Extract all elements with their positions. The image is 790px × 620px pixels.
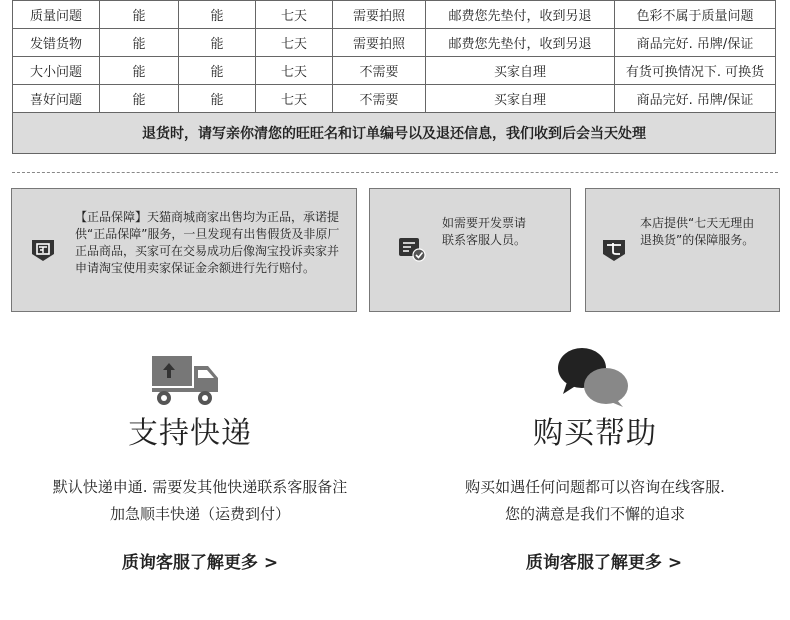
seven-day-return-box xyxy=(585,188,780,312)
help-title: 购买帮助 xyxy=(533,416,657,451)
delivery-desc-line: 加急顺丰快递（运费到付） xyxy=(109,505,290,523)
table-cell: 喜好问题 xyxy=(13,85,100,113)
table-cell: 能 xyxy=(100,1,179,29)
table-note-row xyxy=(13,113,776,154)
guarantee-text: 【正品保障】天猫商城商家出售均为正品，承诺提供“正品保障”服务，一旦发现有出售假货及非原厂正品商品，买家可在交易成功后像淘宝投诉卖家并申请淘宝使用卖家保证金余额进行先行赔付。 xyxy=(75,210,340,275)
table-row xyxy=(13,1,776,29)
table-cell: 质量问题 xyxy=(13,1,100,29)
table-row xyxy=(13,29,776,57)
table-cell: 买家自理 xyxy=(426,85,615,113)
delivery-more-link[interactable]: 质询客服了解更多 > xyxy=(121,553,279,573)
invoice-icon xyxy=(397,234,427,264)
table-cell: 不需要 xyxy=(333,85,426,113)
table-cell: 不需要 xyxy=(333,57,426,85)
delivery-truck-icon xyxy=(150,354,222,406)
table-cell: 能 xyxy=(179,85,256,113)
guarantee-text: 如需要开发票请联系客服人员。 xyxy=(442,216,527,247)
table-cell: 能 xyxy=(100,29,179,57)
delivery-desc-line: 默认快递申通. 需要发其他快递联系客服备注 xyxy=(52,478,348,496)
table-cell: 七天 xyxy=(256,57,333,85)
table-cell: 七天 xyxy=(256,1,333,29)
table-cell: 需要拍照 xyxy=(333,29,426,57)
help-more-link[interactable]: 质询客服了解更多 > xyxy=(525,553,683,573)
invoice-box xyxy=(369,188,571,312)
table-cell: 需要拍照 xyxy=(333,1,426,29)
table-cell: 能 xyxy=(179,57,256,85)
guarantee-text: 本店提供“七天无理由退换货”的保障服务。 xyxy=(640,216,755,247)
table-cell: 能 xyxy=(179,1,256,29)
help-desc-line: 购买如遇任何问题都可以咨询在线客服. xyxy=(465,478,725,496)
genuine-badge-icon xyxy=(30,237,56,263)
table-cell: 色彩不属于质量问题 xyxy=(615,1,776,29)
table-row xyxy=(13,85,776,113)
help-desc-line: 您的满意是我们不懈的追求 xyxy=(504,505,685,523)
delivery-description xyxy=(20,474,380,528)
table-cell: 买家自理 xyxy=(426,57,615,85)
return-policy-table xyxy=(12,0,776,154)
table-cell: 七天 xyxy=(256,85,333,113)
table-cell: 商品完好. 吊牌/保证 xyxy=(615,85,776,113)
table-cell: 发错货物 xyxy=(13,29,100,57)
table-cell: 邮费您先垫付，收到另退 xyxy=(426,29,615,57)
table-cell: 能 xyxy=(100,85,179,113)
table-cell: 七天 xyxy=(256,29,333,57)
help-description xyxy=(415,474,775,528)
genuine-guarantee-box xyxy=(11,188,357,312)
table-cell: 能 xyxy=(100,57,179,85)
table-cell: 邮费您先垫付，收到另退 xyxy=(426,1,615,29)
seven-day-return-icon xyxy=(601,237,627,263)
delivery-title: 支持快递 xyxy=(128,416,252,451)
table-cell: 有货可换情况下. 可换货 xyxy=(615,57,776,85)
chat-bubbles-icon xyxy=(557,346,631,408)
dashed-divider xyxy=(12,172,778,173)
table-cell: 商品完好. 吊牌/保证 xyxy=(615,29,776,57)
table-cell: 能 xyxy=(179,29,256,57)
table-row xyxy=(13,57,776,85)
table-cell: 大小问题 xyxy=(13,57,100,85)
return-note: 退货时，请写亲你清您的旺旺名和订单编号以及退还信息，我们收到后会当天处理 xyxy=(13,113,776,154)
